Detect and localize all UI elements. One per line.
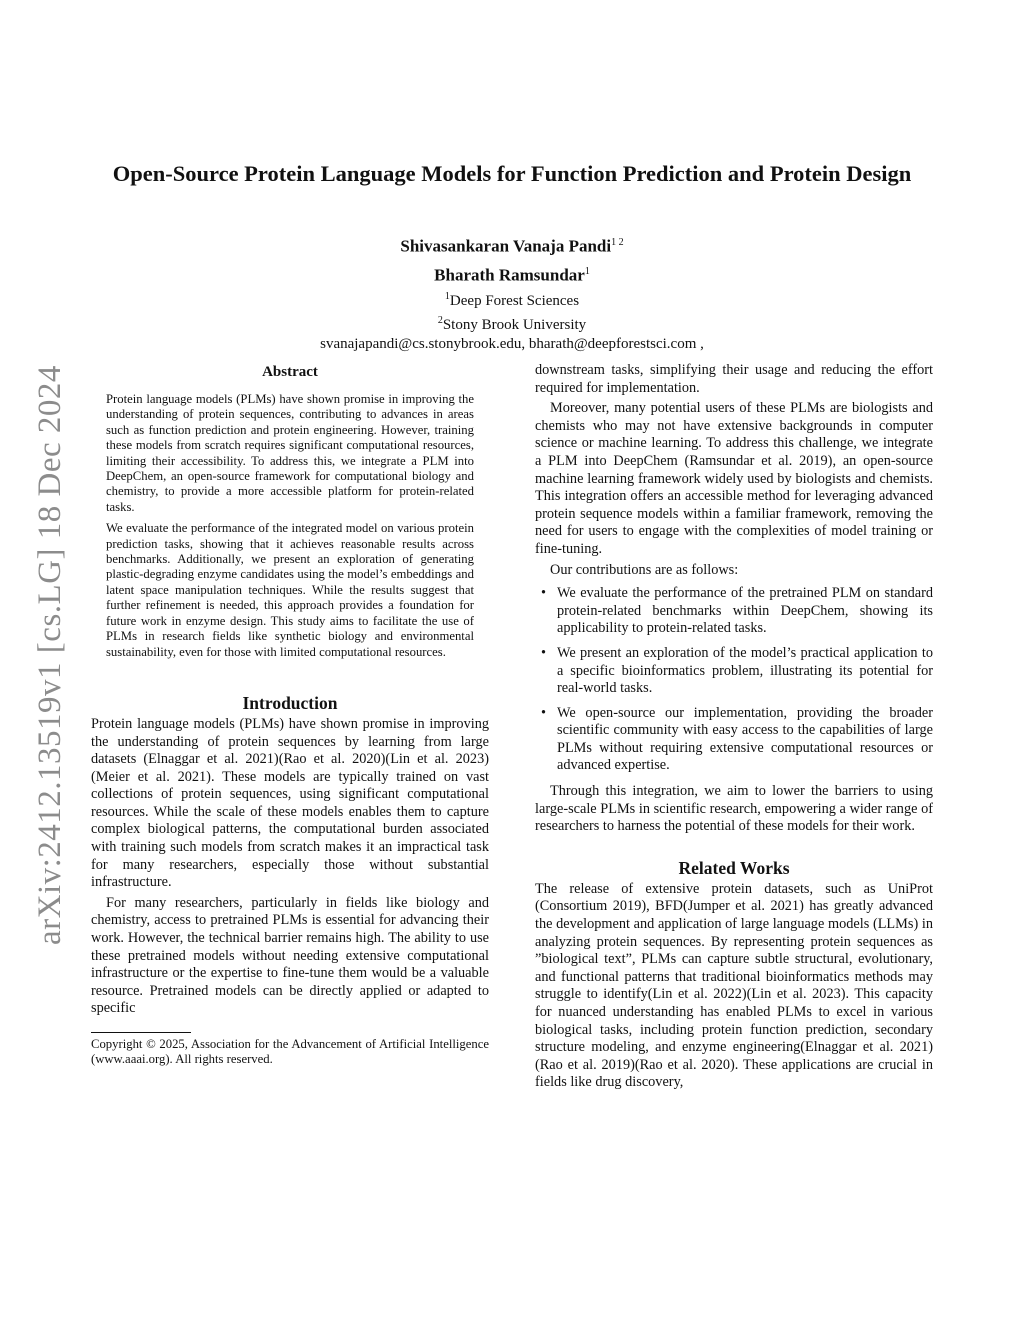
- paper-title: Open-Source Protein Language Models for Function Prediction and Protein Design: [112, 161, 912, 186]
- author-emails: svanajapandi@cs.stonybrook.edu, bharath@deepforestsci.com ,: [320, 336, 704, 353]
- introduction-closing: [535, 783, 933, 836]
- affiliation-mark: 1 2: [611, 237, 624, 248]
- abstract-paragraph: We evaluate the performance of the integrated model on various protein prediction tasks, showing that it achieves reasonable results across benchmarks. Additionally, we present an exploration of generating plastic-degrading enzyme candidates using the model’s embeddings and latent space manipulation techniques. While the results suggest that further refinement is needed, this approach provides a foundation for future work in enzyme design. This study aims to facilitate the use of PLMs in research fields like synthetic biology and environmental sustainability, even for those with limited computational resources.: [106, 521, 474, 659]
- author-block: [200, 230, 824, 354]
- related-works-heading: Related Works: [678, 857, 790, 878]
- body-paragraph: downstream tasks, simplifying their usage and reducing the effort required for implementation.: [535, 362, 933, 396]
- body-paragraph: Moreover, many potential users of these PLMs are biologists and chemists who may not have extensive backgrounds in computer science or machine learning. To address this challenge, we integrate a PLM into DeepChem (Ramsundar et al. 2019), an open-source machine learning framework widely used by biologists and chemists. This integration offers an accessible method for leveraging advanced protein sequence models within a familiar framework, removing the need for users to engage with the complexities of model training or fine-tuning.: [535, 400, 933, 557]
- affiliation-2: [200, 311, 824, 335]
- author-name: Shivasankaran Vanaja Pandi: [400, 236, 612, 256]
- affiliation-mark: 1: [584, 265, 590, 277]
- affiliation-name: Deep Forest Sciences: [449, 293, 580, 310]
- abstract-paragraph: Protein language models (PLMs) have shown promise in improving the understanding of protein sequences, contributing to advances in areas such as function prediction and protein engineering. However, training these models from scratch requires significant computational resources, limiting their accessibility. To address this, we integrate a PLM into DeepChem, an open-source framework for computational biology and chemistry, to provide a more accessible platform for protein-related tasks.: [106, 392, 474, 514]
- list-item-text: We present an exploration of the model’s practical application to a specific bioinformatics problem, illustrating its potential for real-world tasks.: [557, 644, 933, 697]
- affiliation-mark: 1: [444, 291, 450, 303]
- introduction-body: [91, 716, 489, 1018]
- right-column: [535, 362, 933, 1095]
- list-item-text: We open-source our implementation, providing the broader scientific community with easy access to the capabilities of large PLMs without requiring extensive computational resources or advanced expertise.: [557, 704, 933, 774]
- list-item: [541, 644, 933, 698]
- related-works-body: [535, 881, 933, 1092]
- body-paragraph: Protein language models (PLMs) have shown promise in improving the understanding of protein sequences by learning from large datasets (Elnaggar et al. 2021)(Rao et al. 2020)(Lin et al. 2023)(Meier et al. 2021). These models are typically trained on vast collections of protein sequences, using significant computational resources. While the scale of these models enables them to capture complex biological patterns, the computational burden associated with training such models from scratch makes it an impractical task for many researchers, especially those without substantial infrastructure.: [91, 715, 489, 891]
- footnote-divider: [91, 1032, 191, 1033]
- left-column: [91, 362, 489, 1068]
- author-name: Bharath Ramsundar: [434, 265, 585, 285]
- bullet-icon: •: [541, 704, 547, 721]
- list-item-text: We evaluate the performance of the pretrained PLM on standard protein-related benchmarks within DeepChem, showing its applicability to protein-related tasks.: [557, 585, 933, 637]
- affiliation-1: [200, 287, 824, 311]
- author-1: [200, 230, 824, 259]
- affiliation-mark: 2: [437, 315, 443, 327]
- body-paragraph: For many researchers, particularly in fields like biology and chemistry, access to pretrained PLMs is essential for advancing their work. However, the technical barrier remains high. The ability to use these pretrained models without needing extensive computational infrastructure or the expertise to fine-tune them would be a valuable resource. Pretrained models can be directly applied or adapted to specific: [91, 894, 489, 1017]
- introduction-heading: Introduction: [242, 692, 338, 713]
- bullet-icon: •: [541, 644, 547, 661]
- bullet-icon: •: [541, 585, 547, 602]
- body-paragraph: Through this integration, we aim to lower the barriers to using large-scale PLMs in scientific research, empowering a wider range of researchers to harness the potential of these models for their work.: [535, 783, 933, 835]
- affiliation-name: Stony Brook University: [442, 317, 587, 334]
- list-item: [541, 585, 933, 638]
- abstract-heading: Abstract: [262, 364, 318, 380]
- introduction-continued: [535, 362, 933, 579]
- contributions-list: [535, 585, 933, 775]
- copyright-footnote: Copyright © 2025, Association for the Advancement of Artificial Intelligence (www.aaai.org). All rights reserved.: [91, 1037, 489, 1067]
- arxiv-identifier: arXiv:2412.13519v1 [cs.LG] 18 Dec 2024: [32, 365, 68, 945]
- body-paragraph: The release of extensive protein datasets, such as UniProt (Consortium 2019), BFD(Jumper et al. 2021) has greatly advanced the development and application of large language models (LLMs) in analyzing protein sequences. By representing protein sequences as ”biological text”, PLMs can capture subtle structural, evolutionary, and functional patterns that traditional bioinformatics methods may struggle to identify(Lin et al. 2022)(Lin et al. 2023). This capacity for nuanced understanding has enabled PLMs to excel in various biological tasks, including protein function prediction, secondary structure modeling, and enzyme engineering(Elnaggar et al. 2021)(Rao et al. 2019)(Rao et al. 2020). These applications are crucial in fields like drug discovery,: [535, 880, 933, 1091]
- author-2: [200, 259, 824, 288]
- contributions-intro: Our contributions are as follows:: [550, 561, 739, 578]
- abstract-body: [91, 392, 489, 660]
- list-item: [541, 704, 933, 775]
